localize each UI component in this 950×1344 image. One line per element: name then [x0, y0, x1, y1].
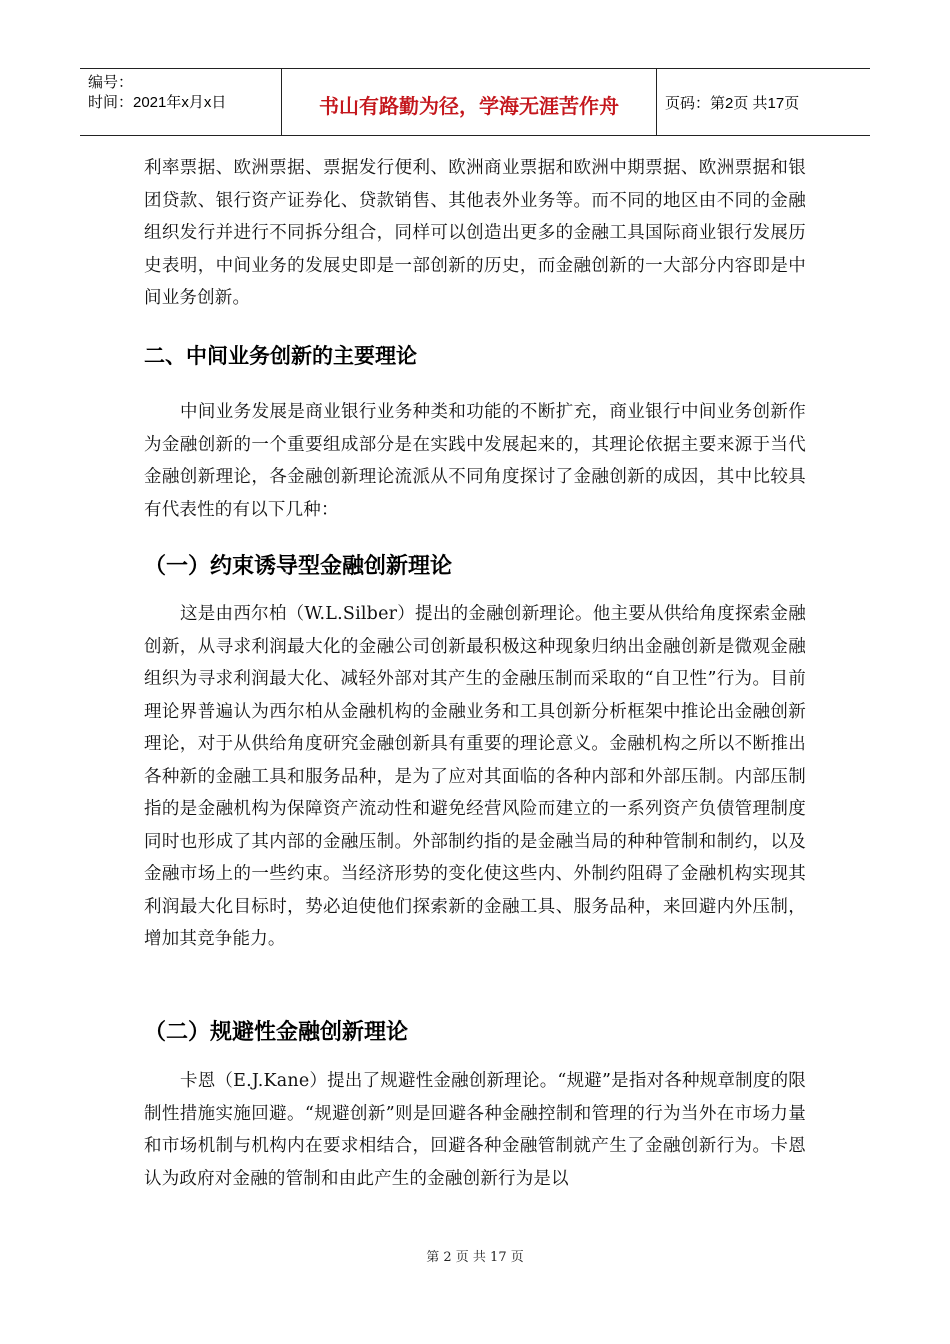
subsection-heading-2: （二）规避性金融创新理论 — [144, 1020, 409, 1045]
header-page-info: 页码：第2页 共17页 — [665, 94, 800, 112]
header-motto: 书山有路勤为径，学海无涯苦作舟 — [281, 69, 657, 135]
body-block-4 — [144, 1065, 806, 1195]
time-label: 时间：2021年x月x日 — [88, 94, 227, 111]
page-header — [80, 68, 870, 136]
paragraph-4: 卡恩（E.J.Kane）提出了规避性金融创新理论。“规避”是指对各种规章制度的限制性措施实施回避。“规避创新”则是回避各种金融控制和管理的行为当外在市场力量和市场机制与机构内在要求相结合，回避各种金融管制就产生了金融创新行为。卡恩认为政府对金融的管制和由此产生的金融创新行为是以 — [144, 1071, 806, 1189]
section-heading-2: 二、中间业务创新的主要理论 — [144, 344, 417, 368]
body-block-3 — [144, 598, 806, 956]
subsection-heading-1: （一）约束诱导型金融创新理论 — [144, 554, 453, 579]
body-block-1 — [144, 152, 806, 315]
paragraph-3: 这是由西尔柏（W.L.Silber）提出的金融创新理论。他主要从供给角度探索金融创新，从寻求利润最大化的金融公司创新最积极这种现象归纳出金融创新是微观金融组织为寻求利润最大化、减轻外部对其产生的金融压制而采取的“自卫性”行为。目前理论界普遍认为西尔柏从金融机构的金融业务和工具创新分析框架中推论出金融创新理论，对于从供给角度研究金融创新具有重要的理论意义。金融机构之所以不断推出各种新的金融工具和服务品种，是为了应对其面临的各种内部和外部压制。内部压制指的是金融机构为保障资产流动性和避免经营风险而建立的一系列资产负债管理制度同时也形成了其内部的金融压制。外部制约指的是金融当局的种种管制和制约，以及金融市场上的一些约束。当经济形势的变化使这些内、外制约阻碍了金融机构实现其利润最大化目标时，势必迫使他们探索新的金融工具、服务品种，来回避内外压制，增加其竞争能力。 — [144, 604, 806, 949]
header-meta — [80, 69, 281, 135]
number-label: 编号： — [88, 74, 134, 91]
paragraph-2: 中间业务发展是商业银行业务种类和功能的不断扩充，商业银行中间业务创新作为金融创新的一个重要组成部分是在实践中发展起来的，其理论依据主要来源于当代金融创新理论，各金融创新理论流派从不同角度探讨了金融创新的成因，其中比较具有代表性的有以下几种： — [144, 402, 806, 520]
paragraph-1: 利率票据、欧洲票据、票据发行便利、欧洲商业票据和欧洲中期票据、欧洲票据和银团贷款、银行资产证券化、贷款销售、其他表外业务等。而不同的地区由不同的金融组织发行并进行不同拆分组合，同样可以创造出更多的金融工具国际商业银行发展历史表明，中间业务的发展史即是一部创新的历史，而金融创新的一大部分内容即是中间业务创新。 — [144, 158, 806, 308]
page-footer: 第 2 页 共 17 页 — [426, 1250, 524, 1265]
body-block-2 — [144, 396, 806, 526]
